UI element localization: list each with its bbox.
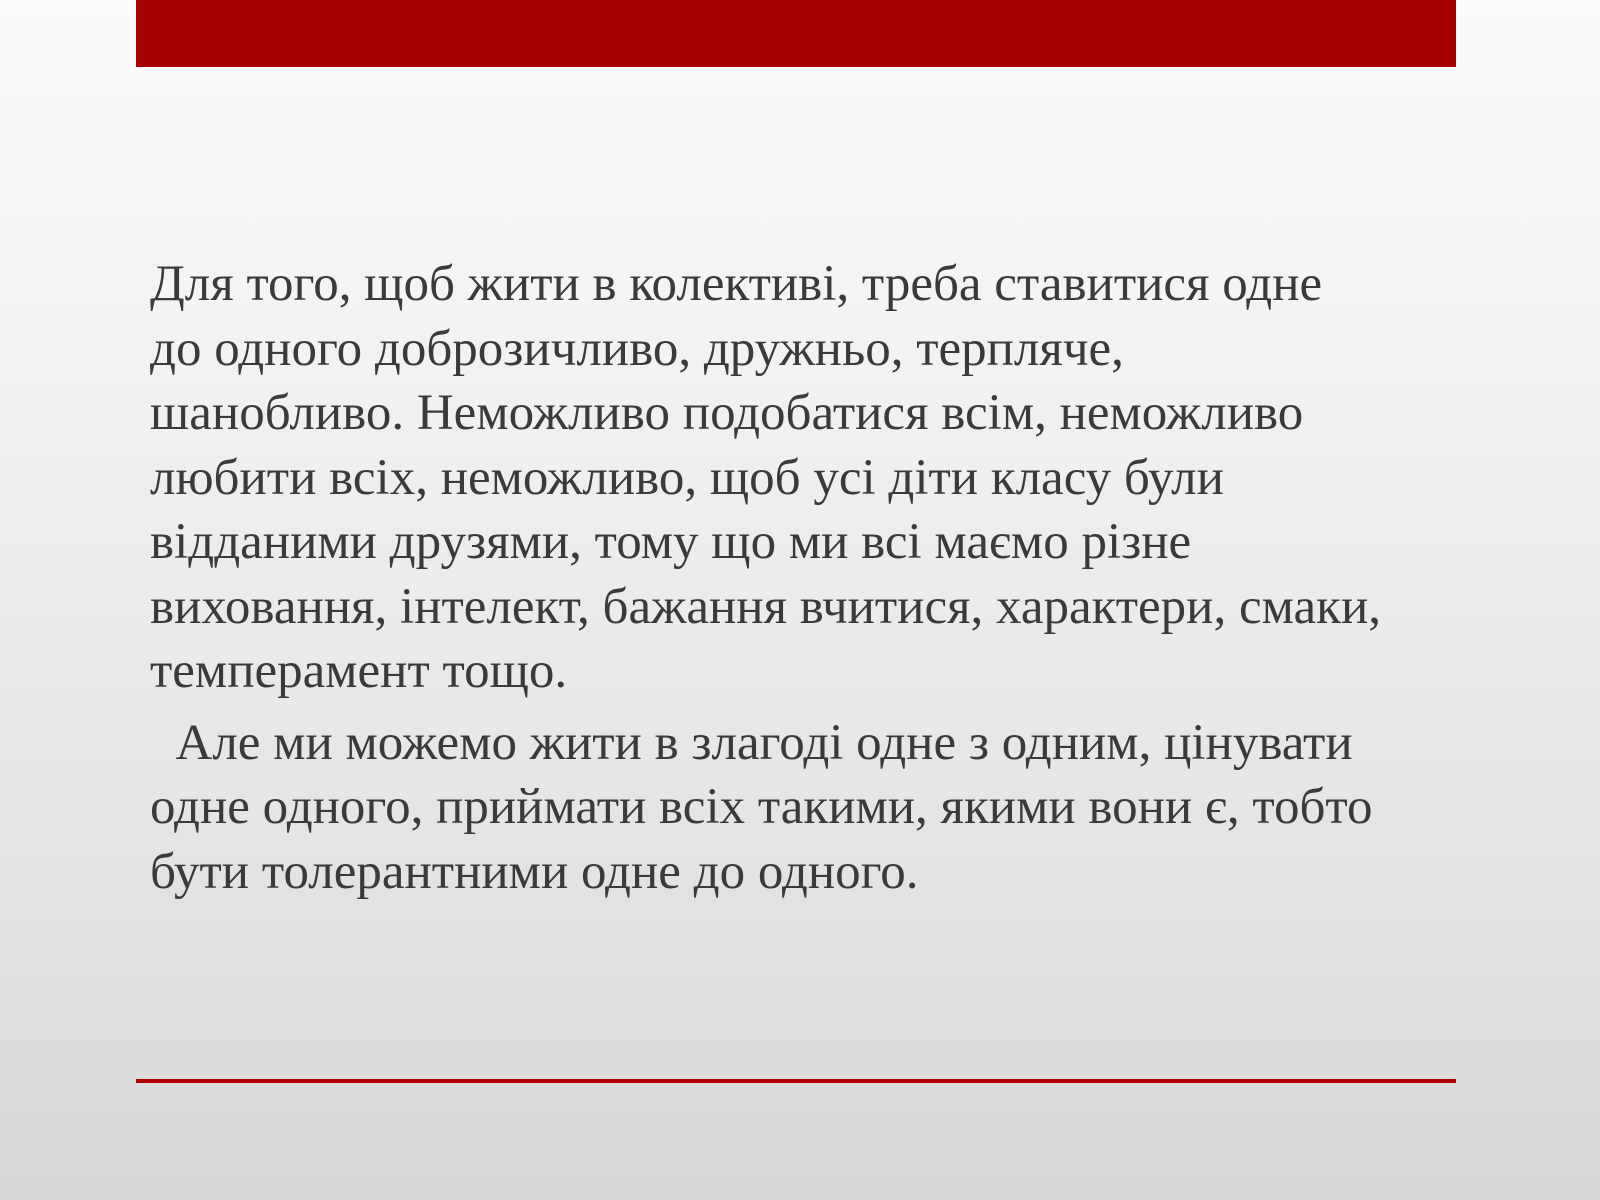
paragraph-1	[150, 252, 1450, 704]
paragraph-1-line-5: відданими друзями, тому що ми всі маємо різне	[150, 514, 1192, 570]
paragraph-1-line-2: до одного доброзичливо, дружньо, терпляче,	[150, 320, 1124, 377]
slide-body-text	[150, 252, 1450, 904]
bottom-accent-rule	[136, 1079, 1456, 1083]
paragraph-1-line-3: шанобливо. Неможливо подобатися всім, неможливо	[150, 385, 1304, 441]
top-accent-bar	[136, 0, 1456, 67]
paragraph-1-line-4: любити всіх, неможливо, щоб усі діти класу були	[150, 449, 1224, 506]
paragraph-2-line-3: бути толерантними одне до одного.	[150, 843, 919, 900]
paragraph-1-line-6: виховання, інтелект, бажання вчитися, характери, смаки,	[150, 578, 1381, 635]
paragraph-2-line-1: Але ми можемо жити в злагоді одне з одним, цінувати	[150, 714, 1353, 771]
paragraph-2-line-2: одне одного, приймати всіх такими, якими вони є, тобто	[150, 779, 1373, 835]
paragraph-1-line-7: темперамент тощо.	[150, 643, 568, 699]
paragraph-2	[150, 711, 1450, 905]
paragraph-1-line-1: Для того, щоб жити в колективі, треба ставитися одне	[150, 256, 1323, 312]
